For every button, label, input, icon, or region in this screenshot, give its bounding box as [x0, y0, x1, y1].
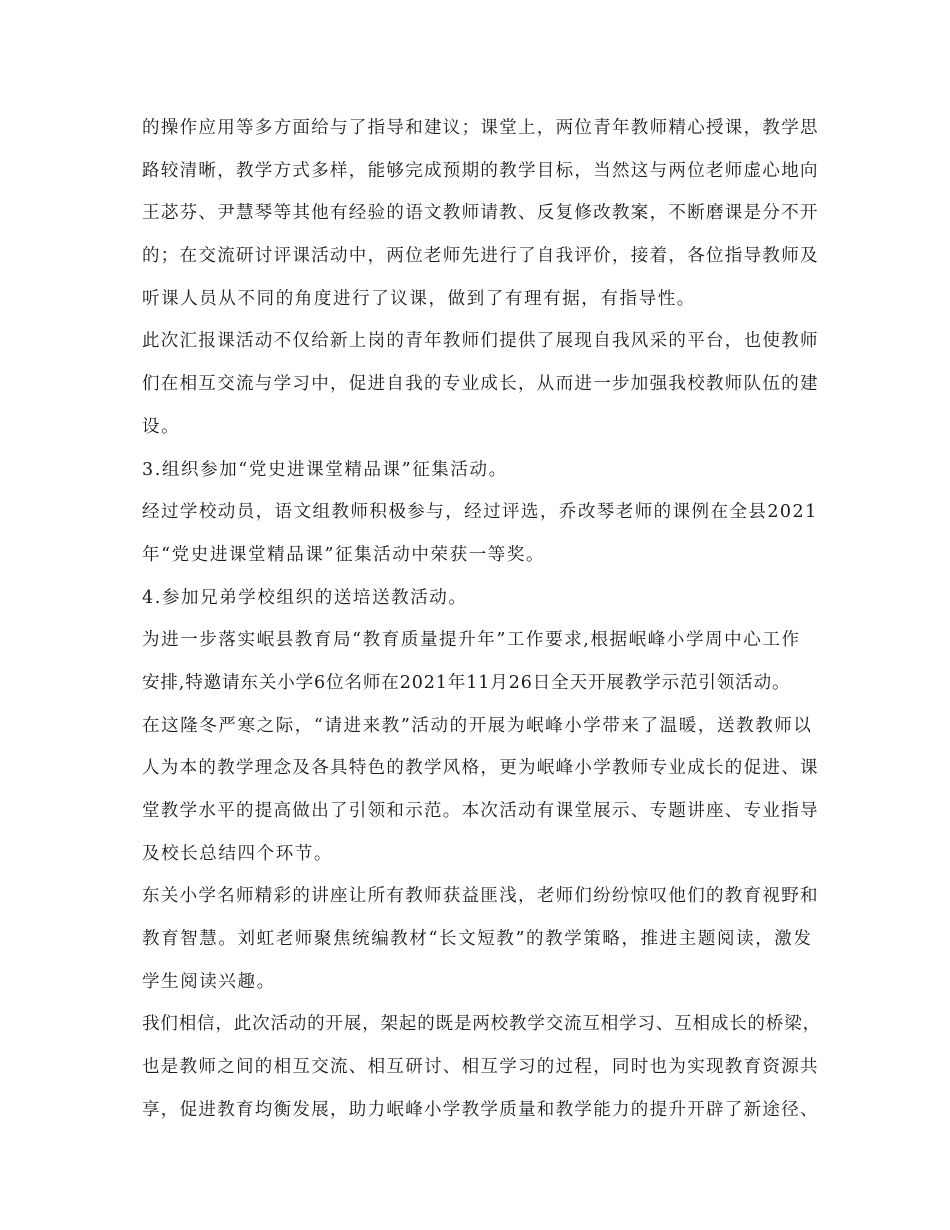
text-line: 经过学校动员，语文组教师积极参与，经过评选，乔改琴老师的课例在全县2021 [142, 502, 818, 523]
text-line: 学生阅读兴趣。 [142, 971, 276, 992]
text-line: 东关小学名师精彩的讲座让所有教师获益匪浅，老师们纷纷惊叹他们的教育视野和 [142, 886, 819, 907]
text-line: 为进一步落实岷县教育局“教育质量提升年”工作要求,根据岷峰小学周中心工作 [142, 630, 801, 651]
text-line: 听课人员从不同的角度进行了议课，做到了有理有据，有指导性。 [142, 288, 696, 309]
section-heading: 4.参加兄弟学校组织的送培送教活动。 [142, 587, 468, 608]
text-line: 年“党史进课堂精品课”征集活动中荣获一等奖。 [142, 544, 546, 565]
text-line: 及校长总结四个环节。 [142, 843, 333, 864]
text-line: 也是教师之间的相互交流、相互研讨、相互学习的过程，同时也为实现教育资源共 [142, 1057, 819, 1078]
text-line: 王苾芬、尹慧琴等其他有经验的语文教师请教、反复修改教案，不断磨课是分不开 [142, 203, 819, 224]
text-line: 享，促进教育均衡发展，助力岷峰小学教学质量和教学能力的提升开辟了新途径、 [142, 1099, 819, 1120]
text-line: 此次汇报课活动不仅给新上岗的青年教师们提供了展现自我风采的平台，也使教师 [142, 331, 819, 352]
section-heading: 3.组织参加“党史进课堂精品课”征集活动。 [142, 459, 508, 480]
text-line: 教育智慧。刘虹老师聚焦统编教材“长文短教”的教学策略，推进主题阅读，激发 [142, 929, 813, 950]
document-body [142, 107, 822, 1132]
text-line: 路较清晰，教学方式多样，能够完成预期的教学目标，当然这与两位老师虚心地向 [142, 160, 819, 181]
text-line: 人为本的教学理念及各具特色的教学风格，更为岷峰小学教师专业成长的促进、课 [142, 758, 819, 779]
text-line: 的；在交流研讨评课活动中，两位老师先进行了自我评价，接着，各位指导教师及 [142, 246, 819, 267]
text-line: 堂教学水平的提高做出了引领和示范。本次活动有课堂展示、专题讲座、专业指导 [142, 801, 819, 821]
text-line: 设。 [142, 416, 181, 437]
text-line: 在这隆冬严寒之际，“请进来教”活动的开展为岷峰小学带来了温暖，送教教师以 [142, 715, 813, 736]
text-line: 们在相互交流与学习中，促进自我的专业成长，从而进一步加强我校教师队伍的建 [142, 374, 819, 395]
text-line: 安排,特邀请东关小学6位名师在2021年11月26日全天开展教学示范引领活动。 [142, 672, 791, 693]
text-line: 的操作应用等多方面给与了指导和建议；课堂上，两位青年教师精心授课，教学思 [142, 118, 819, 138]
text-line: 我们相信，此次活动的开展，架起的既是两校教学交流互相学习、互相成长的桥梁， [142, 1014, 821, 1035]
